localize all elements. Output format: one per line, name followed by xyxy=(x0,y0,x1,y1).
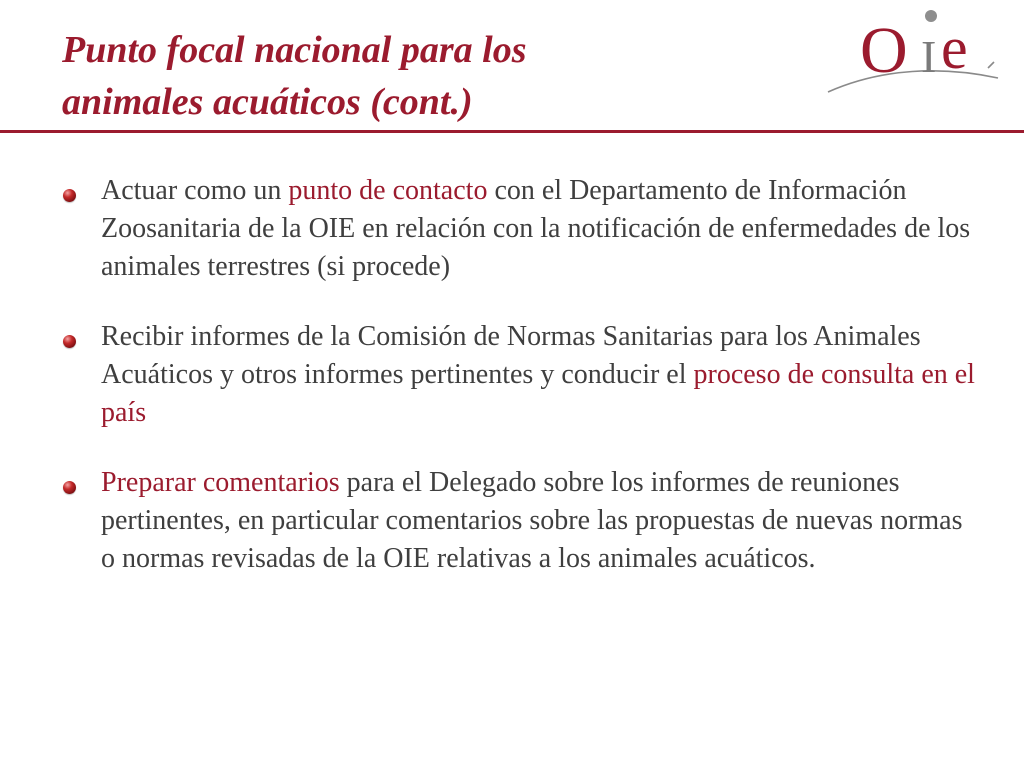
bullet-text xyxy=(101,172,981,286)
logo-swoosh xyxy=(828,71,998,92)
bullet-item xyxy=(0,318,1024,432)
bullet-text-part: Actuar como un xyxy=(101,175,289,206)
slide-title xyxy=(62,24,782,128)
bullet-text-part: con el Departamento de Información Zoosanitaria de la OIE en relación con la notificación de enfermedades de los animales terrestres (si procede) xyxy=(101,175,971,282)
logo-tick xyxy=(988,62,994,68)
oie-logo xyxy=(822,6,1002,98)
bullet-icon xyxy=(63,189,76,202)
bullet-text-part: Recibir informes de la Comisión de Normas Sanitarias para los Animales Acuáticos y otros informes pertinentes y conducir el xyxy=(101,321,921,390)
logo-letter-i: I xyxy=(921,31,937,82)
bullet-text xyxy=(101,464,981,578)
bullet-item xyxy=(0,464,1024,578)
logo-letter-o: O xyxy=(860,14,908,87)
bullet-highlight: proceso de consulta en el país xyxy=(101,359,975,428)
logo-letter-e: e xyxy=(941,15,968,81)
bullet-list xyxy=(0,172,1024,578)
bullet-highlight: punto de contacto xyxy=(288,175,488,206)
bullet-text-part: para el Delegado sobre los informes de reuniones pertinentes, en particular comentarios sobre las propuestas de nuevas normas o normas revisadas de la OIE relativas a los animales acuáticos. xyxy=(101,467,963,574)
title-line-2: animales acuáticos (cont.) xyxy=(62,81,473,123)
logo-dot xyxy=(925,10,937,22)
bullet-icon xyxy=(63,481,76,494)
title-divider xyxy=(0,130,1024,133)
title-line-1: Punto focal nacional para los xyxy=(62,29,527,71)
bullet-icon xyxy=(63,335,76,348)
bullet-highlight: Preparar comentarios xyxy=(101,467,340,498)
bullet-item xyxy=(0,172,1024,286)
bullet-text xyxy=(101,318,981,432)
